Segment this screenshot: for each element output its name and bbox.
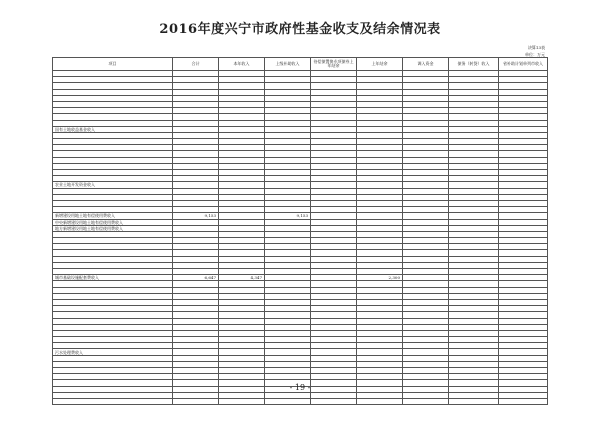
column-header: 上级补助收入: [265, 58, 311, 71]
column-header: 省补助计划单列市收入: [499, 58, 548, 71]
column-header: 上年结余: [357, 58, 403, 71]
form-number: 决算13表: [527, 45, 545, 50]
table-cell: 2,300: [357, 275, 403, 281]
column-header: 调入资金: [403, 58, 449, 71]
row-label: 城市基础设施配套费收入: [53, 275, 173, 281]
column-header: 债务（转贷）收入: [449, 58, 499, 71]
row-label: 农业土地开发资金收入: [53, 182, 173, 188]
table-cell: [403, 398, 449, 404]
table-cell: 9,153: [265, 213, 311, 219]
table-cell: [357, 398, 403, 404]
column-header: 本年收入: [219, 58, 265, 71]
table-cell: 9,153: [173, 213, 219, 219]
unit-label: 单位：万元: [525, 52, 545, 57]
row-label: 新增建设用地土地有偿使用费收入: [53, 213, 173, 219]
column-header: 项目: [53, 58, 173, 71]
row-label: 污水处理费收入: [53, 349, 173, 355]
column-header: 待偿债置换专项债券上年结余: [311, 58, 357, 71]
table-cell: [499, 398, 548, 404]
column-header: 合计: [173, 58, 219, 71]
row-label: 中央新增建设用地土地有偿使用费收入: [53, 219, 173, 225]
row-label: 国有土地收益基金收入: [53, 126, 173, 132]
table-body: [53, 71, 548, 405]
page-number: - 19 -: [289, 383, 311, 392]
table-cell: [219, 398, 265, 404]
fund-table: [52, 57, 548, 405]
table-cell: [449, 398, 499, 404]
table-cell: [265, 398, 311, 404]
table-cell: [173, 398, 219, 404]
table-cell: 6,647: [173, 275, 219, 281]
row-label: [53, 398, 173, 404]
table-row: [53, 398, 548, 404]
header-row: [53, 58, 548, 71]
table-cell: 4,347: [219, 275, 265, 281]
table-cell: [311, 398, 357, 404]
row-label: 地方新增建设用地土地有偿使用费收入: [53, 225, 173, 231]
page-title: 2016年度兴宁市政府性基金收支及结余情况表: [159, 22, 441, 37]
